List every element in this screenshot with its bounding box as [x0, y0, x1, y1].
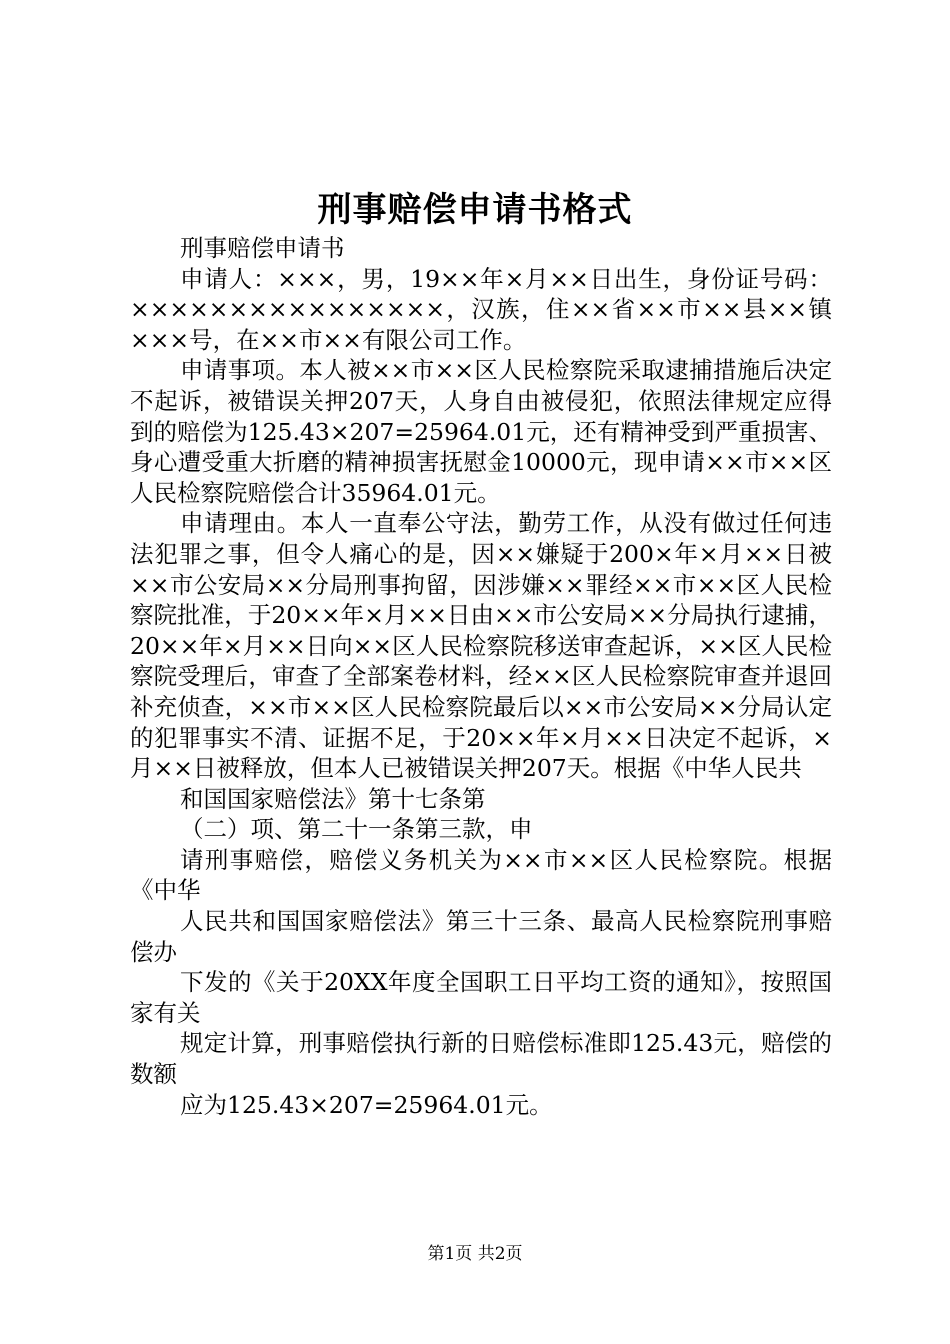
- paragraph-reasons: 申请理由。本人一直奉公守法，勤劳工作，从没有做过任何违法犯罪之事，但令人痛心的是，因××嫌疑于200×年×月××日被××市公安局××分局刑事拘留，因涉嫌××罪经××市××区人民检察院批准，于20××年×月××日由××市公安局××分局执行逮捕，20××年×月××日向××区人民检察院移送审查起诉，××区人民检察院受理后，审查了全部案卷材料，经××区人民检察院审查并退回补充侦查，××市××区人民检察院最后以××市公安局××分局认定的犯罪事实不清、证据不足，于20××年×月××日决定不起诉，×月××日被释放，但本人已被错误关押207天。根据《中华人民共: [130, 509, 832, 783]
- paragraph-fragment: 规定计算，刑事赔偿执行新的日赔偿标准即125.43元，赔偿的数额: [130, 1029, 832, 1089]
- paragraph-fragment: 和国国家赔偿法》第十七条第: [180, 784, 486, 813]
- paragraph-fragment: 应为125.43×207=25964.01元。: [180, 1090, 553, 1119]
- paragraph-claims: 申请事项。本人被××市××区人民检察院采取逮捕措施后决定不起诉，被错误关押207天，人身自由被侵犯，依照法律规定应得到的赔偿为125.43×207=25964.01元，还有精神受到严重损害、身心遭受重大折磨的精神损害抚慰金10000元，现申请××市××区人民检察院赔偿合计35964.01元。: [130, 356, 832, 507]
- paragraph-fragment: （二）项、第二十一条第三款，申: [180, 815, 533, 844]
- paragraph-fragment: 下发的《关于20XX年度全国职工日平均工资的通知》，按照国家有关: [130, 968, 832, 1027]
- paragraph-heading: 刑事赔偿申请书: [180, 234, 345, 262]
- document-title: 刑事赔偿申请书格式: [317, 190, 633, 230]
- page-number: 第1页 共2页: [427, 1244, 523, 1264]
- paragraph-fragment: 请刑事赔偿，赔偿义务机关为××市××区人民检察院。根据《中华: [130, 845, 832, 905]
- document-body: [130, 233, 832, 1120]
- paragraph-applicant: 申请人：×××，男，19××年×月××日出生，身份证号码：××××××××××××××××，汉族，住××省××市××县××镇×××号，在××市××有限公司工作。: [130, 264, 832, 354]
- paragraph-fragment: 人民共和国国家赔偿法》第三十三条、最高人民检察院刑事赔偿办: [130, 907, 832, 966]
